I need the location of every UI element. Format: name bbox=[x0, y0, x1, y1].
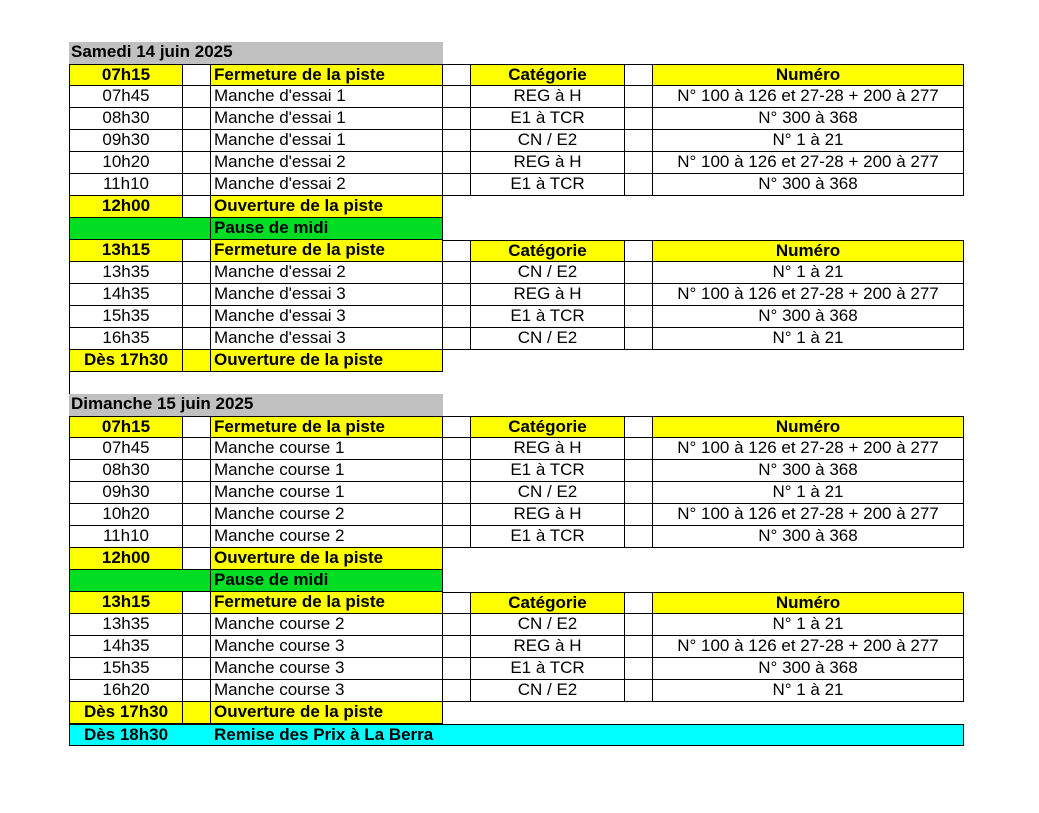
day-header-row bbox=[69, 394, 964, 416]
spacer-cell bbox=[443, 438, 471, 460]
spacer-cell bbox=[625, 438, 653, 460]
opening-row bbox=[69, 196, 964, 218]
spacer-cell bbox=[625, 592, 653, 614]
spacer-cell bbox=[625, 504, 653, 526]
category-cell: E1 à TCR bbox=[471, 108, 625, 130]
time-cell: 07h45 bbox=[69, 86, 183, 108]
event-cell: Manche course 2 bbox=[211, 504, 443, 526]
event-cell: Manche course 1 bbox=[211, 482, 443, 504]
category-header: Catégorie bbox=[471, 240, 625, 262]
category-cell: CN / E2 bbox=[471, 262, 625, 284]
event-cell: Manche d'essai 3 bbox=[211, 306, 443, 328]
category-cell: CN / E2 bbox=[471, 328, 625, 350]
spacer-cell bbox=[183, 64, 211, 86]
number-header: Numéro bbox=[653, 592, 964, 614]
event-cell: Manche d'essai 2 bbox=[211, 174, 443, 196]
category-cell: E1 à TCR bbox=[471, 174, 625, 196]
table-row bbox=[69, 262, 964, 284]
table-row bbox=[69, 482, 964, 504]
event-cell: Ouverture de la piste bbox=[211, 350, 443, 372]
number-cell: N° 100 à 126 et 27-28 + 200 à 277 bbox=[653, 504, 964, 526]
spacer-cell bbox=[183, 174, 211, 196]
category-cell: CN / E2 bbox=[471, 130, 625, 152]
event-cell: Ouverture de la piste bbox=[211, 702, 443, 724]
spacer-cell bbox=[625, 240, 653, 262]
spacer-cell bbox=[443, 636, 471, 658]
spacer-cell bbox=[443, 130, 471, 152]
spacer-cell bbox=[443, 680, 471, 702]
day-label: Dimanche 15 juin 2025 bbox=[69, 394, 443, 416]
number-cell: N° 100 à 126 et 27-28 + 200 à 277 bbox=[653, 636, 964, 658]
category-header: Catégorie bbox=[471, 592, 625, 614]
event-cell: Manche course 1 bbox=[211, 460, 443, 482]
event-cell: Manche course 3 bbox=[211, 658, 443, 680]
day-label: Samedi 14 juin 2025 bbox=[69, 42, 443, 64]
category-cell: CN / E2 bbox=[471, 680, 625, 702]
category-header: Catégorie bbox=[471, 416, 625, 438]
spacer-cell bbox=[625, 306, 653, 328]
number-cell: N° 100 à 126 et 27-28 + 200 à 277 bbox=[653, 86, 964, 108]
event-cell: Manche course 2 bbox=[211, 526, 443, 548]
number-cell: N° 100 à 126 et 27-28 + 200 à 277 bbox=[653, 438, 964, 460]
spacer-cell bbox=[625, 64, 653, 86]
table-row bbox=[69, 174, 964, 196]
spacer-cell bbox=[183, 526, 211, 548]
time-cell: 07h45 bbox=[69, 438, 183, 460]
spacer-cell bbox=[183, 350, 211, 372]
time-cell: Dès 17h30 bbox=[69, 350, 183, 372]
table-row bbox=[69, 284, 964, 306]
spacer-cell bbox=[183, 262, 211, 284]
spacer-cell bbox=[443, 240, 471, 262]
category-cell: E1 à TCR bbox=[471, 526, 625, 548]
lunch-row bbox=[69, 218, 964, 240]
number-header: Numéro bbox=[653, 416, 964, 438]
table-row bbox=[69, 438, 964, 460]
category-cell: REG à H bbox=[471, 438, 625, 460]
spacer-cell bbox=[443, 658, 471, 680]
time-cell: 12h00 bbox=[69, 196, 183, 218]
category-cell: REG à H bbox=[471, 636, 625, 658]
time-cell: 13h35 bbox=[69, 262, 183, 284]
time-cell: 10h20 bbox=[69, 152, 183, 174]
spacer-cell bbox=[183, 152, 211, 174]
table-row bbox=[69, 306, 964, 328]
spacer-cell bbox=[443, 526, 471, 548]
number-cell: N° 1 à 21 bbox=[653, 482, 964, 504]
spacer-cell bbox=[625, 284, 653, 306]
header-row bbox=[69, 416, 964, 438]
header-row bbox=[69, 240, 964, 262]
time-cell: 08h30 bbox=[69, 460, 183, 482]
spacer-cell bbox=[443, 86, 471, 108]
table-row bbox=[69, 86, 964, 108]
opening-row bbox=[69, 702, 964, 724]
spacer-cell bbox=[183, 130, 211, 152]
event-cell: Manche d'essai 3 bbox=[211, 284, 443, 306]
number-cell: N° 300 à 368 bbox=[653, 306, 964, 328]
event-cell: Manche d'essai 2 bbox=[211, 152, 443, 174]
spacer-cell bbox=[183, 504, 211, 526]
time-cell: 09h30 bbox=[69, 130, 183, 152]
spacer-cell bbox=[625, 86, 653, 108]
number-cell: N° 100 à 126 et 27-28 + 200 à 277 bbox=[653, 284, 964, 306]
spacer-cell bbox=[183, 108, 211, 130]
number-header: Numéro bbox=[653, 64, 964, 86]
blank-cell bbox=[69, 372, 211, 394]
event-cell: Manche course 3 bbox=[211, 636, 443, 658]
spacer-cell bbox=[183, 636, 211, 658]
event-cell: Manche d'essai 1 bbox=[211, 130, 443, 152]
category-cell: REG à H bbox=[471, 284, 625, 306]
event-cell: Manche d'essai 2 bbox=[211, 262, 443, 284]
header-row bbox=[69, 592, 964, 614]
time-cell: 16h20 bbox=[69, 680, 183, 702]
number-cell: N° 1 à 21 bbox=[653, 680, 964, 702]
number-cell: N° 300 à 368 bbox=[653, 174, 964, 196]
spacer-cell bbox=[625, 174, 653, 196]
spacer-cell bbox=[183, 196, 211, 218]
number-cell: N° 300 à 368 bbox=[653, 658, 964, 680]
table-row bbox=[69, 680, 964, 702]
spacer-cell bbox=[183, 482, 211, 504]
spacer-cell bbox=[625, 526, 653, 548]
number-cell: N° 1 à 21 bbox=[653, 328, 964, 350]
spacer-cell bbox=[183, 284, 211, 306]
lunch-spacer bbox=[69, 570, 211, 592]
spacer-cell bbox=[443, 174, 471, 196]
lunch-spacer bbox=[69, 218, 211, 240]
spacer-cell bbox=[625, 130, 653, 152]
time-cell: 07h15 bbox=[69, 416, 183, 438]
spacer-cell bbox=[443, 64, 471, 86]
awards-time: Dès 18h30 bbox=[83, 725, 169, 744]
category-cell: REG à H bbox=[471, 152, 625, 174]
event-cell: Manche d'essai 1 bbox=[211, 86, 443, 108]
time-cell: 14h35 bbox=[69, 636, 183, 658]
number-cell: N° 300 à 368 bbox=[653, 460, 964, 482]
time-cell: 10h20 bbox=[69, 504, 183, 526]
spacer-cell bbox=[625, 636, 653, 658]
time-cell: 11h10 bbox=[69, 174, 183, 196]
schedule-sheet bbox=[69, 42, 964, 746]
number-cell: N° 100 à 126 et 27-28 + 200 à 277 bbox=[653, 152, 964, 174]
event-cell: Manche course 2 bbox=[211, 614, 443, 636]
time-cell: 08h30 bbox=[69, 108, 183, 130]
number-cell: N° 1 à 21 bbox=[653, 614, 964, 636]
event-cell: Manche d'essai 3 bbox=[211, 328, 443, 350]
spacer-cell bbox=[625, 416, 653, 438]
time-cell: 15h35 bbox=[69, 306, 183, 328]
number-header: Numéro bbox=[653, 240, 964, 262]
spacer-cell bbox=[625, 460, 653, 482]
category-cell: REG à H bbox=[471, 504, 625, 526]
event-cell: Manche d'essai 1 bbox=[211, 108, 443, 130]
spacer-cell bbox=[625, 108, 653, 130]
lunch-label: Pause de midi bbox=[211, 218, 443, 240]
spacer-cell bbox=[183, 86, 211, 108]
event-cell: Fermeture de la piste bbox=[211, 416, 443, 438]
number-cell: N° 300 à 368 bbox=[653, 108, 964, 130]
spacer-cell bbox=[443, 262, 471, 284]
category-header: Catégorie bbox=[471, 64, 625, 86]
time-cell: 11h10 bbox=[69, 526, 183, 548]
category-cell: CN / E2 bbox=[471, 614, 625, 636]
event-cell: Manche course 3 bbox=[211, 680, 443, 702]
spacer-cell bbox=[183, 328, 211, 350]
lunch-row bbox=[69, 570, 964, 592]
awards-label: Remise des Prix à La Berra bbox=[214, 725, 434, 744]
event-cell: Fermeture de la piste bbox=[211, 240, 443, 262]
table-row bbox=[69, 504, 964, 526]
table-row bbox=[69, 328, 964, 350]
spacer-cell bbox=[183, 614, 211, 636]
time-cell: 14h35 bbox=[69, 284, 183, 306]
table-row bbox=[69, 460, 964, 482]
category-cell: E1 à TCR bbox=[471, 460, 625, 482]
spacer-cell bbox=[443, 108, 471, 130]
header-row bbox=[69, 64, 964, 86]
category-cell: REG à H bbox=[471, 86, 625, 108]
spacer-cell bbox=[443, 284, 471, 306]
table-row bbox=[69, 636, 964, 658]
day-header-row bbox=[69, 42, 964, 64]
spacer-cell bbox=[443, 460, 471, 482]
time-cell: 12h00 bbox=[69, 548, 183, 570]
number-cell: N° 300 à 368 bbox=[653, 526, 964, 548]
spacer-cell bbox=[443, 328, 471, 350]
time-cell: 13h15 bbox=[69, 592, 183, 614]
spacer-cell bbox=[443, 416, 471, 438]
spacer-cell bbox=[183, 548, 211, 570]
awards-row bbox=[69, 724, 964, 746]
spacer-cell bbox=[625, 658, 653, 680]
time-cell: 16h35 bbox=[69, 328, 183, 350]
number-cell: N° 1 à 21 bbox=[653, 262, 964, 284]
table-row bbox=[69, 614, 964, 636]
blank-row bbox=[69, 372, 964, 394]
spacer-cell bbox=[625, 482, 653, 504]
spacer-cell bbox=[183, 460, 211, 482]
spacer-cell bbox=[183, 438, 211, 460]
spacer-cell bbox=[443, 504, 471, 526]
spacer-cell bbox=[443, 482, 471, 504]
opening-row bbox=[69, 548, 964, 570]
table-row bbox=[69, 108, 964, 130]
spacer-cell bbox=[183, 306, 211, 328]
number-cell: N° 1 à 21 bbox=[653, 130, 964, 152]
category-cell: CN / E2 bbox=[471, 482, 625, 504]
category-cell: E1 à TCR bbox=[471, 306, 625, 328]
table-row bbox=[69, 526, 964, 548]
lunch-label: Pause de midi bbox=[211, 570, 443, 592]
table-row bbox=[69, 152, 964, 174]
event-cell: Fermeture de la piste bbox=[211, 64, 443, 86]
time-cell: Dès 17h30 bbox=[69, 702, 183, 724]
spacer-cell bbox=[443, 306, 471, 328]
time-cell: 09h30 bbox=[69, 482, 183, 504]
spacer-cell bbox=[183, 592, 211, 614]
spacer-cell bbox=[625, 328, 653, 350]
spacer-cell bbox=[625, 680, 653, 702]
event-cell: Ouverture de la piste bbox=[211, 196, 443, 218]
table-row bbox=[69, 130, 964, 152]
event-cell: Ouverture de la piste bbox=[211, 548, 443, 570]
spacer-cell bbox=[183, 680, 211, 702]
spacer-cell bbox=[183, 658, 211, 680]
spacer-cell bbox=[625, 152, 653, 174]
opening-row bbox=[69, 350, 964, 372]
time-cell: 07h15 bbox=[69, 64, 183, 86]
spacer-cell bbox=[183, 240, 211, 262]
table-row bbox=[69, 658, 964, 680]
spacer-cell bbox=[443, 614, 471, 636]
event-cell: Fermeture de la piste bbox=[211, 592, 443, 614]
spacer-cell bbox=[183, 702, 211, 724]
spacer-cell bbox=[443, 592, 471, 614]
event-cell: Manche course 1 bbox=[211, 438, 443, 460]
time-cell: 13h15 bbox=[69, 240, 183, 262]
spacer-cell bbox=[625, 614, 653, 636]
spacer-cell bbox=[443, 152, 471, 174]
spacer-cell bbox=[183, 416, 211, 438]
category-cell: E1 à TCR bbox=[471, 658, 625, 680]
spacer-cell bbox=[625, 262, 653, 284]
time-cell: 13h35 bbox=[69, 614, 183, 636]
time-cell: 15h35 bbox=[69, 658, 183, 680]
